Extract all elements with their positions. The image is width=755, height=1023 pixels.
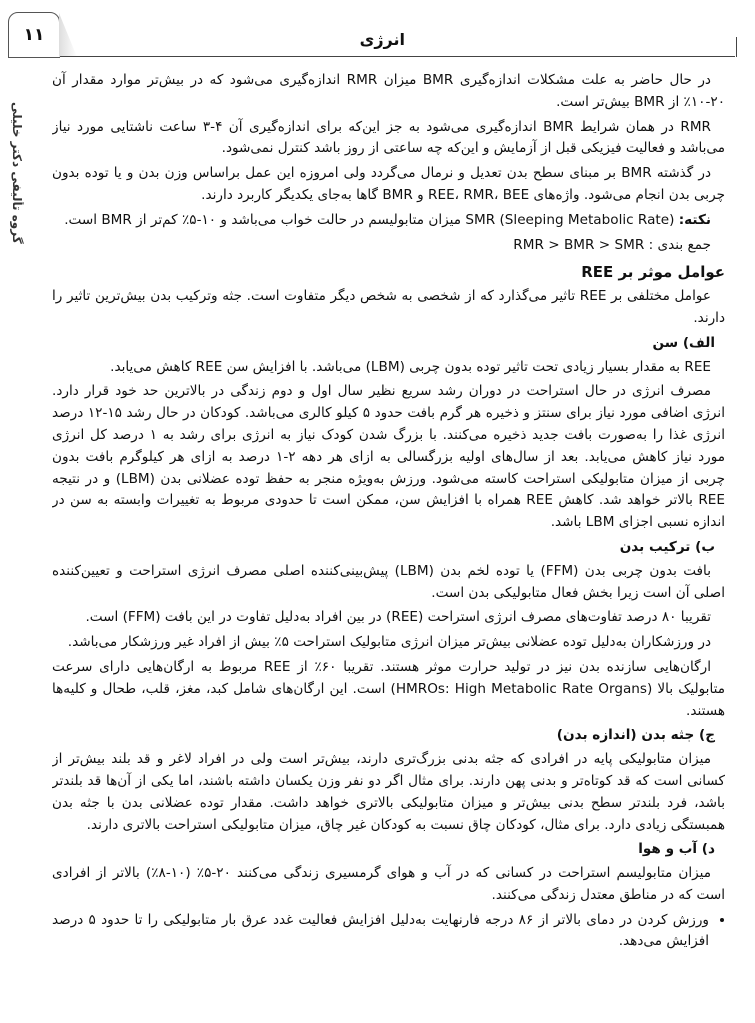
page-content <box>52 70 725 1015</box>
paragraph: ارگان‌هایی سازنده بدن نیز در تولید حرارت موثر هستند. تقریبا ۶۰٪ از REE مربوط به ارگان‌هایی دارای سرعت متابولیک بالا (HMROs: High Metabolic Rate Organs) است. این ارگان‌های شامل کبد، مغز، قلب، طحال و کلیه‌ها هستند. <box>52 658 725 719</box>
header-rule <box>60 56 735 57</box>
side-label: گروه تألیفی دکتر خلیلی <box>10 102 24 244</box>
page-number: ۱۱ <box>8 12 60 58</box>
paragraph: در گذشته BMR بر مبنای سطح بدن تعدیل و نرمال می‌گردد ولی امروزه این عمل براساس وزن بدن و یا توده بدون چربی بدن انجام می‌شود. واژه‌های REE، RMR، BEE و BMR گاها به‌جای یکدیگر کاربرد دارند. <box>52 165 725 203</box>
subsection-heading: ج) جثه بدن (اندازه بدن) <box>556 727 715 744</box>
note-label: نکته: <box>678 211 711 228</box>
subsection-heading: الف) سن <box>652 334 715 351</box>
paragraph: RMR در همان شرایط BMR اندازه‌گیری می‌شود به جز این‌که برای اندازه‌گیری آن ۴-۳ ساعت ناشتایی مورد نیاز می‌باشد و فعالیت فیزیکی قبل از آزمایش و این‌که چه ساعتی از روز باشد کنترل نمی‌شود. <box>52 118 725 157</box>
paragraph: بافت بدون چربی بدن (FFM) یا توده لخم بدن (LBM) پیش‌بینی‌کننده اصلی مصرف انرژی استراحت و تعیین‌کننده اصلی آن است زیرا بخش فعال متابولیکی بدن است. <box>52 562 725 601</box>
note-text: SMR (Sleeping Metabolic Rate) میزان متابولیسم در حالت خواب می‌باشد و ۱۰-۵٪ کم‌تر از BMR است. <box>64 211 679 228</box>
paragraph: در ورزشکاران به‌دلیل توده عضلانی بیش‌تر میزان انرژی متابولیک استراحت ۵٪ بیش از افراد غیر ورزشکار می‌باشد. <box>67 634 711 651</box>
paragraph: میزان متابولیکی پایه در افرادی که جثه بدنی بزرگ‌تری دارند، بیش‌تر است ولی در افراد لاغر و قد بلند بیش‌تر از کسانی است که قد کوتاه‌تر و بدنی پهن دارند. برای مثال اگر دو نفر وزن یکسان داشته باشند، اما یکی از آن‌ها قد بلندتر باشد، فرد بلندتر سطح بدنی بیش‌تر و میزان متابولیکی بالاتری خواهد داشت. مقدار توده عضلانی بدن با جثه بدن همبستگی زیادی دارد. برای مثال، کودکان چاق نسبت به کودکان غیر چاق، میزان متابولیکی استراحت بالاتری دارند. <box>52 751 725 833</box>
summary: جمع بندی : RMR > BMR > SMR <box>513 236 711 253</box>
chapter-title: انرژی <box>359 30 405 49</box>
list-item: • ورزش کردن در دمای بالاتر از ۸۶ درجه فارنهایت به‌دلیل افزایش فعالیت غدد عرق بار متابولیکی را تا حدود ۵ درصد افزایش می‌دهد. <box>52 910 709 954</box>
subsection-heading: د) آب و هوا <box>638 841 715 858</box>
subsection-heading: ب) ترکیب بدن <box>619 538 715 555</box>
paragraph: عوامل مختلفی بر REE تاثیر می‌گذارد که از شخصی به شخص دیگر متفاوت است. جثه وترکیب بدن بیش‌ترین تاثیر را دارند. <box>52 288 725 326</box>
paragraph: مصرف انرژی در حال استراحت در دوران رشد سریع نظیر سال اول و دوم زندگی در بالاترین حد خود قرار دارد. انرژی اضافی مورد نیاز برای سنتز و ذخیره هر گرم بافت حدود ۵ کیلو کالری می‌باشد. کودکان در حال رشد ۱۵-۱۲ درصد انرژی غذا را به‌صورت بافت جدید ذخیره می‌کنند. با بزرگ شدن کودک نیاز به انرژی برای رشد به ۱ درصد کل انرژی مورد نیاز کاهش می‌یابد. بعد از سال‌های اولیه بزرگسالی به ازای هر دهه ۲-۱ درصد به ازای هر کیلوگرم بافت بدون چربی از میزان متابولیکی استراحت کاسته می‌شود. ورزش به‌ویژه منجر به حفظ توده عضلانی بدن (LBM) و در نتیجه REE بالاتر خواهد شد. کاهش REE همراه با افزایش سن، ممکن است تا حدودی مربوط به تغییرات وابسته به سن در اندازه نسبی اجزای LBM باشد. <box>52 383 725 531</box>
page-header <box>8 12 735 60</box>
paragraph: REE به مقدار بسیار زیادی تحت تاثیر توده بدون چربی (LBM) می‌باشد. با افزایش سن REE کاهش می‌یابد. <box>110 358 711 375</box>
section-heading: عوامل موثر بر REE <box>581 263 725 282</box>
bullet-list <box>52 910 725 954</box>
paragraph: در حال حاضر به علت مشکلات اندازه‌گیری BMR میزان RMR اندازه‌گیری می‌شود که در بیش‌تر موارد مقدار آن ۲۰-۱۰٪ از BMR بیش‌تر است. <box>52 72 725 110</box>
paragraph: میزان متابولیسم استراحت در کسانی که در آب و هوای گرمسیری زندگی می‌کنند ۲۰-۵٪ (۱۰-۸٪) بالاتر از افرادی است که در مناطق معتدل زندگی می‌کنند. <box>52 865 725 903</box>
paragraph: تقریبا ۸۰ درصد تفاوت‌های مصرف انرژی استراحت (REE) در بین افراد به‌دلیل تفاوت در این بافت (FFM) است. <box>85 609 711 626</box>
note <box>52 210 711 232</box>
